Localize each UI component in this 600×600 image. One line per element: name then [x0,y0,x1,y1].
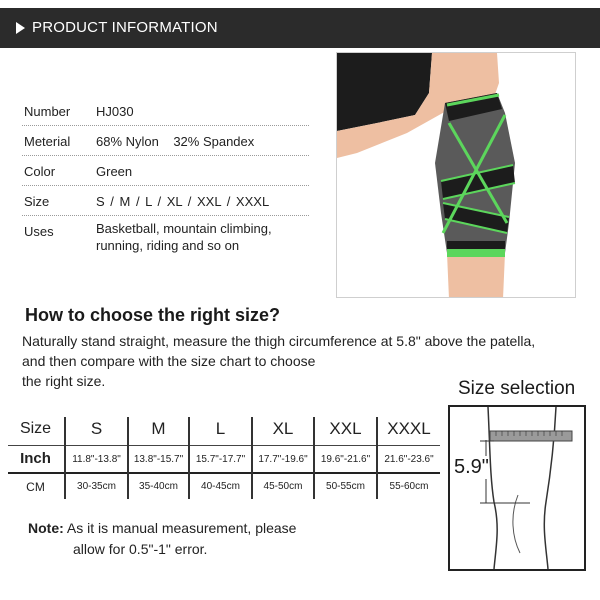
table-divider [64,417,66,499]
inch-cell: 11.8"-13.8" [72,454,121,465]
knee-contour [513,495,520,553]
product-photo [336,52,576,298]
cm-cell: 50-55cm [326,481,365,492]
inch-cell: 21.6"-23.6" [384,454,434,465]
shin-skin [447,253,505,298]
cm-cell: 40-45cm [201,481,240,492]
info-row-material [22,126,309,156]
play-triangle-icon [16,22,25,34]
info-value [96,220,272,254]
product-info-header [0,8,600,48]
info-label: Size [24,194,50,209]
cm-cell: 35-40cm [139,481,178,492]
how-to-title: How to choose the right size? [25,305,281,325]
measure-label: 5.9" [454,456,489,478]
row-header: Inch [20,450,51,467]
info-label: Meterial [24,134,71,149]
info-value: HJ030 [96,104,134,119]
table-divider [313,417,315,499]
uses-line: running, riding and so on [96,238,240,253]
row-header: Size [19,420,52,437]
info-row-number [22,96,309,126]
info-label: Color [24,164,56,179]
inch-cell: 17.7"-19.6" [258,454,308,465]
note-label: Note: [28,520,64,536]
row-header: CM [26,480,45,494]
size-cell: L [215,419,226,438]
how-to-line: and then compare with the size chart to choose [22,353,316,369]
table-divider [127,417,129,499]
table-divider [376,417,378,499]
size-cell: XXXL [387,419,431,438]
size-selection-diagram [448,405,586,571]
green-bottom-cuff [447,249,505,257]
measurement-note [28,518,296,560]
size-cell: S [90,419,103,438]
info-row-uses [22,216,309,268]
size-selection-title: Size selection [458,378,576,399]
size-cell: XL [272,419,294,438]
note-line: As it is manual measurement, please [66,520,297,536]
size-cell: M [151,419,166,438]
info-row-size [22,186,309,216]
table-divider [188,417,190,499]
header-title: PRODUCT INFORMATION [32,19,218,36]
info-value: Green [96,164,133,179]
note-line: allow for 0.5"-1" error. [73,541,208,557]
how-to-line: Naturally stand straight, measure the thigh circumference at 5.8" above the patella, [22,333,536,349]
cm-cell: 55-60cm [389,481,429,492]
inch-cell: 19.6"-21.6" [320,454,371,465]
leg-outline-diagram [450,407,584,569]
table-divider [251,417,253,499]
inch-cell: 13.8"-15.7" [133,454,184,465]
cm-cell: 45-50cm [263,481,303,492]
info-value: 68% Nylon 32% Spandex [96,134,255,149]
knee-sleeve-illustration [337,53,576,298]
info-label: Number [24,104,71,119]
cm-cell: 30-35cm [77,481,116,492]
uses-line: Basketball, mountain climbing, [96,221,272,236]
info-value: S / M / L / XL / XXL / XXXL [96,194,270,209]
inch-cell: 15.7"-17.7" [195,454,246,465]
info-label: Uses [24,224,54,239]
how-to-line: the right size. [22,373,106,389]
info-row-color [22,156,309,186]
size-cell: XXL [329,419,362,438]
